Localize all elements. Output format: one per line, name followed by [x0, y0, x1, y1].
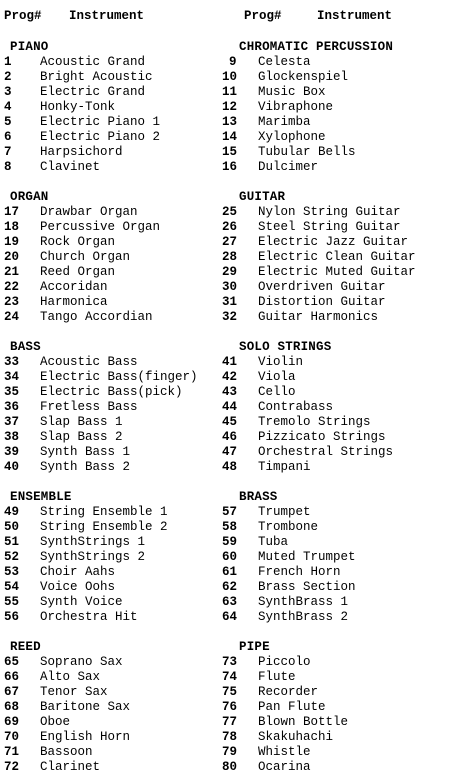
instrument-name: Clavinet — [40, 160, 101, 174]
section-title-reed: REED — [10, 640, 41, 654]
program-number: 57 — [222, 505, 238, 519]
instrument-name: Synth Bass 2 — [40, 460, 131, 474]
program-number: 32 — [222, 310, 238, 324]
instrument-name: Distortion Guitar — [258, 295, 386, 309]
program-number: 71 — [4, 745, 20, 759]
program-number: 9 — [229, 55, 237, 69]
instrument-name: Timpani — [258, 460, 311, 474]
instrument-name: Guitar Harmonics — [258, 310, 379, 324]
section-title-bass: BASS — [10, 340, 41, 354]
instrument-name: Violin — [258, 355, 304, 369]
instrument-name: Ocarina — [258, 760, 311, 774]
header-instrument-left: Instrument — [69, 9, 145, 23]
program-number: 42 — [222, 370, 238, 384]
instrument-name: Muted Trumpet — [258, 550, 356, 564]
instrument-name: Slap Bass 2 — [40, 430, 123, 444]
instrument-name: Tubular Bells — [258, 145, 356, 159]
instrument-name: Piccolo — [258, 655, 311, 669]
instrument-name: Tuba — [258, 535, 289, 549]
program-number: 59 — [222, 535, 238, 549]
instrument-name: Fretless Bass — [40, 400, 138, 414]
instrument-name: Electric Grand — [40, 85, 146, 99]
header-prog-right: Prog# — [244, 9, 282, 23]
instrument-name: Electric Bass(finger) — [40, 370, 198, 384]
instrument-name: Recorder — [258, 685, 319, 699]
instrument-name: Reed Organ — [40, 265, 116, 279]
program-number: 13 — [222, 115, 238, 129]
program-number: 17 — [4, 205, 20, 219]
program-number: 48 — [222, 460, 238, 474]
program-number: 18 — [4, 220, 20, 234]
program-number: 55 — [4, 595, 20, 609]
header-prog-left: Prog# — [4, 9, 42, 23]
instrument-name: Harpsichord — [40, 145, 123, 159]
instrument-name: Rock Organ — [40, 235, 116, 249]
program-number: 11 — [222, 85, 238, 99]
program-number: 75 — [222, 685, 238, 699]
program-number: 5 — [4, 115, 12, 129]
program-number: 4 — [4, 100, 12, 114]
section-title-solo-strings: SOLO STRINGS — [239, 340, 332, 354]
instrument-name: Blown Bottle — [258, 715, 349, 729]
program-number: 74 — [222, 670, 238, 684]
program-number: 80 — [222, 760, 238, 774]
instrument-name: Accoridan — [40, 280, 108, 294]
program-number: 1 — [4, 55, 12, 69]
program-number: 37 — [4, 415, 20, 429]
program-number: 3 — [4, 85, 12, 99]
program-number: 36 — [4, 400, 20, 414]
program-number: 34 — [4, 370, 20, 384]
program-number: 67 — [4, 685, 20, 699]
instrument-name: Xylophone — [258, 130, 326, 144]
program-number: 79 — [222, 745, 238, 759]
instrument-name: String Ensemble 2 — [40, 520, 168, 534]
instrument-name: Electric Piano 1 — [40, 115, 161, 129]
program-number: 60 — [222, 550, 238, 564]
program-number: 52 — [4, 550, 20, 564]
instrument-name: Alto Sax — [40, 670, 101, 684]
program-number: 20 — [4, 250, 20, 264]
instrument-name: Skakuhachi — [258, 730, 334, 744]
program-number: 56 — [4, 610, 20, 624]
instrument-name: Tremolo Strings — [258, 415, 371, 429]
program-number: 51 — [4, 535, 20, 549]
header-instrument-right: Instrument — [317, 9, 393, 23]
instrument-name: SynthStrings 2 — [40, 550, 146, 564]
program-number: 16 — [222, 160, 238, 174]
program-number: 15 — [222, 145, 238, 159]
section-title-piano: PIANO — [10, 40, 49, 54]
program-number: 76 — [222, 700, 238, 714]
program-number: 29 — [222, 265, 238, 279]
instrument-name: Electric Bass(pick) — [40, 385, 183, 399]
section-title-ensemble: ENSEMBLE — [10, 490, 72, 504]
program-number: 47 — [222, 445, 238, 459]
section-title-organ: ORGAN — [10, 190, 49, 204]
program-number: 6 — [4, 130, 12, 144]
instrument-name: Electric Muted Guitar — [258, 265, 416, 279]
program-number: 45 — [222, 415, 238, 429]
instrument-name: Choir Aahs — [40, 565, 116, 579]
program-number: 58 — [222, 520, 238, 534]
program-number: 33 — [4, 355, 20, 369]
program-number: 25 — [222, 205, 238, 219]
instrument-name: Whistle — [258, 745, 311, 759]
instrument-name: Electric Clean Guitar — [258, 250, 416, 264]
instrument-name: Oboe — [40, 715, 71, 729]
instrument-name: Marimba — [258, 115, 311, 129]
program-number: 53 — [4, 565, 20, 579]
program-number: 43 — [222, 385, 238, 399]
program-number: 54 — [4, 580, 20, 594]
program-number: 19 — [4, 235, 20, 249]
instrument-name: Brass Section — [258, 580, 356, 594]
program-number: 28 — [222, 250, 238, 264]
program-number: 41 — [222, 355, 238, 369]
instrument-name: SynthBrass 1 — [258, 595, 349, 609]
program-number: 66 — [4, 670, 20, 684]
program-number: 38 — [4, 430, 20, 444]
instrument-name: Contrabass — [258, 400, 334, 414]
instrument-name: Trumpet — [258, 505, 311, 519]
instrument-name: Baritone Sax — [40, 700, 131, 714]
instrument-name: Pizzicato Strings — [258, 430, 386, 444]
instrument-name: Bassoon — [40, 745, 93, 759]
program-number: 62 — [222, 580, 238, 594]
instrument-name: Nylon String Guitar — [258, 205, 401, 219]
instrument-name: Orchestral Strings — [258, 445, 394, 459]
instrument-name: Bright Acoustic — [40, 70, 153, 84]
instrument-name: Overdriven Guitar — [258, 280, 386, 294]
section-title-chromatic-percussion: CHROMATIC PERCUSSION — [239, 40, 394, 54]
instrument-name: SynthBrass 2 — [258, 610, 349, 624]
program-number: 21 — [4, 265, 20, 279]
section-title-guitar: GUITAR — [239, 190, 286, 204]
instrument-name: Acoustic Bass — [40, 355, 138, 369]
program-number: 65 — [4, 655, 20, 669]
instrument-name: Vibraphone — [258, 100, 334, 114]
program-number: 23 — [4, 295, 20, 309]
instrument-name: French Horn — [258, 565, 341, 579]
program-number: 72 — [4, 760, 20, 774]
instrument-name: Pan Flute — [258, 700, 326, 714]
program-number: 73 — [222, 655, 238, 669]
program-number: 78 — [222, 730, 238, 744]
program-number: 44 — [222, 400, 238, 414]
instrument-name: Tenor Sax — [40, 685, 108, 699]
instrument-name: Acoustic Grand — [40, 55, 146, 69]
instrument-name: Voice Oohs — [40, 580, 116, 594]
program-number: 69 — [4, 715, 20, 729]
program-number: 14 — [222, 130, 238, 144]
program-number: 63 — [222, 595, 238, 609]
instrument-name: Celesta — [258, 55, 311, 69]
program-number: 24 — [4, 310, 20, 324]
instrument-name: Clarinet — [40, 760, 101, 774]
instrument-name: Cello — [258, 385, 296, 399]
program-number: 68 — [4, 700, 20, 714]
instrument-name: Electric Jazz Guitar — [258, 235, 409, 249]
section-title-brass: BRASS — [239, 490, 278, 504]
program-number: 40 — [4, 460, 20, 474]
instrument-name: Dulcimer — [258, 160, 319, 174]
program-number: 8 — [4, 160, 12, 174]
program-number: 12 — [222, 100, 238, 114]
instrument-name: SynthStrings 1 — [40, 535, 146, 549]
instrument-name: Music Box — [258, 85, 326, 99]
program-number: 50 — [4, 520, 20, 534]
program-number: 49 — [4, 505, 20, 519]
instrument-name: Trombone — [258, 520, 319, 534]
instrument-name: English Horn — [40, 730, 131, 744]
instrument-name: Soprano Sax — [40, 655, 123, 669]
instrument-name: Electric Piano 2 — [40, 130, 161, 144]
instrument-name: Steel String Guitar — [258, 220, 401, 234]
instrument-name: Drawbar Organ — [40, 205, 138, 219]
program-number: 77 — [222, 715, 238, 729]
program-number: 26 — [222, 220, 238, 234]
program-number: 27 — [222, 235, 238, 249]
instrument-name: Glockenspiel — [258, 70, 349, 84]
program-number: 61 — [222, 565, 238, 579]
program-number: 64 — [222, 610, 238, 624]
instrument-name: Honky-Tonk — [40, 100, 116, 114]
program-number: 30 — [222, 280, 238, 294]
program-number: 70 — [4, 730, 20, 744]
instrument-name: Viola — [258, 370, 296, 384]
instrument-name: Orchestra Hit — [40, 610, 138, 624]
instrument-name: Synth Bass 1 — [40, 445, 131, 459]
program-number: 31 — [222, 295, 238, 309]
instrument-name: Flute — [258, 670, 296, 684]
instrument-name: Church Organ — [40, 250, 131, 264]
program-number: 35 — [4, 385, 20, 399]
program-number: 10 — [222, 70, 238, 84]
instrument-name: Tango Accordian — [40, 310, 153, 324]
program-number: 46 — [222, 430, 238, 444]
program-number: 7 — [4, 145, 12, 159]
program-number: 22 — [4, 280, 20, 294]
instrument-name: Percussive Organ — [40, 220, 161, 234]
instrument-name: Slap Bass 1 — [40, 415, 123, 429]
instrument-name: Harmonica — [40, 295, 108, 309]
instrument-name: String Ensemble 1 — [40, 505, 168, 519]
section-title-pipe: PIPE — [239, 640, 270, 654]
program-number: 39 — [4, 445, 20, 459]
program-number: 2 — [4, 70, 12, 84]
instrument-name: Synth Voice — [40, 595, 123, 609]
